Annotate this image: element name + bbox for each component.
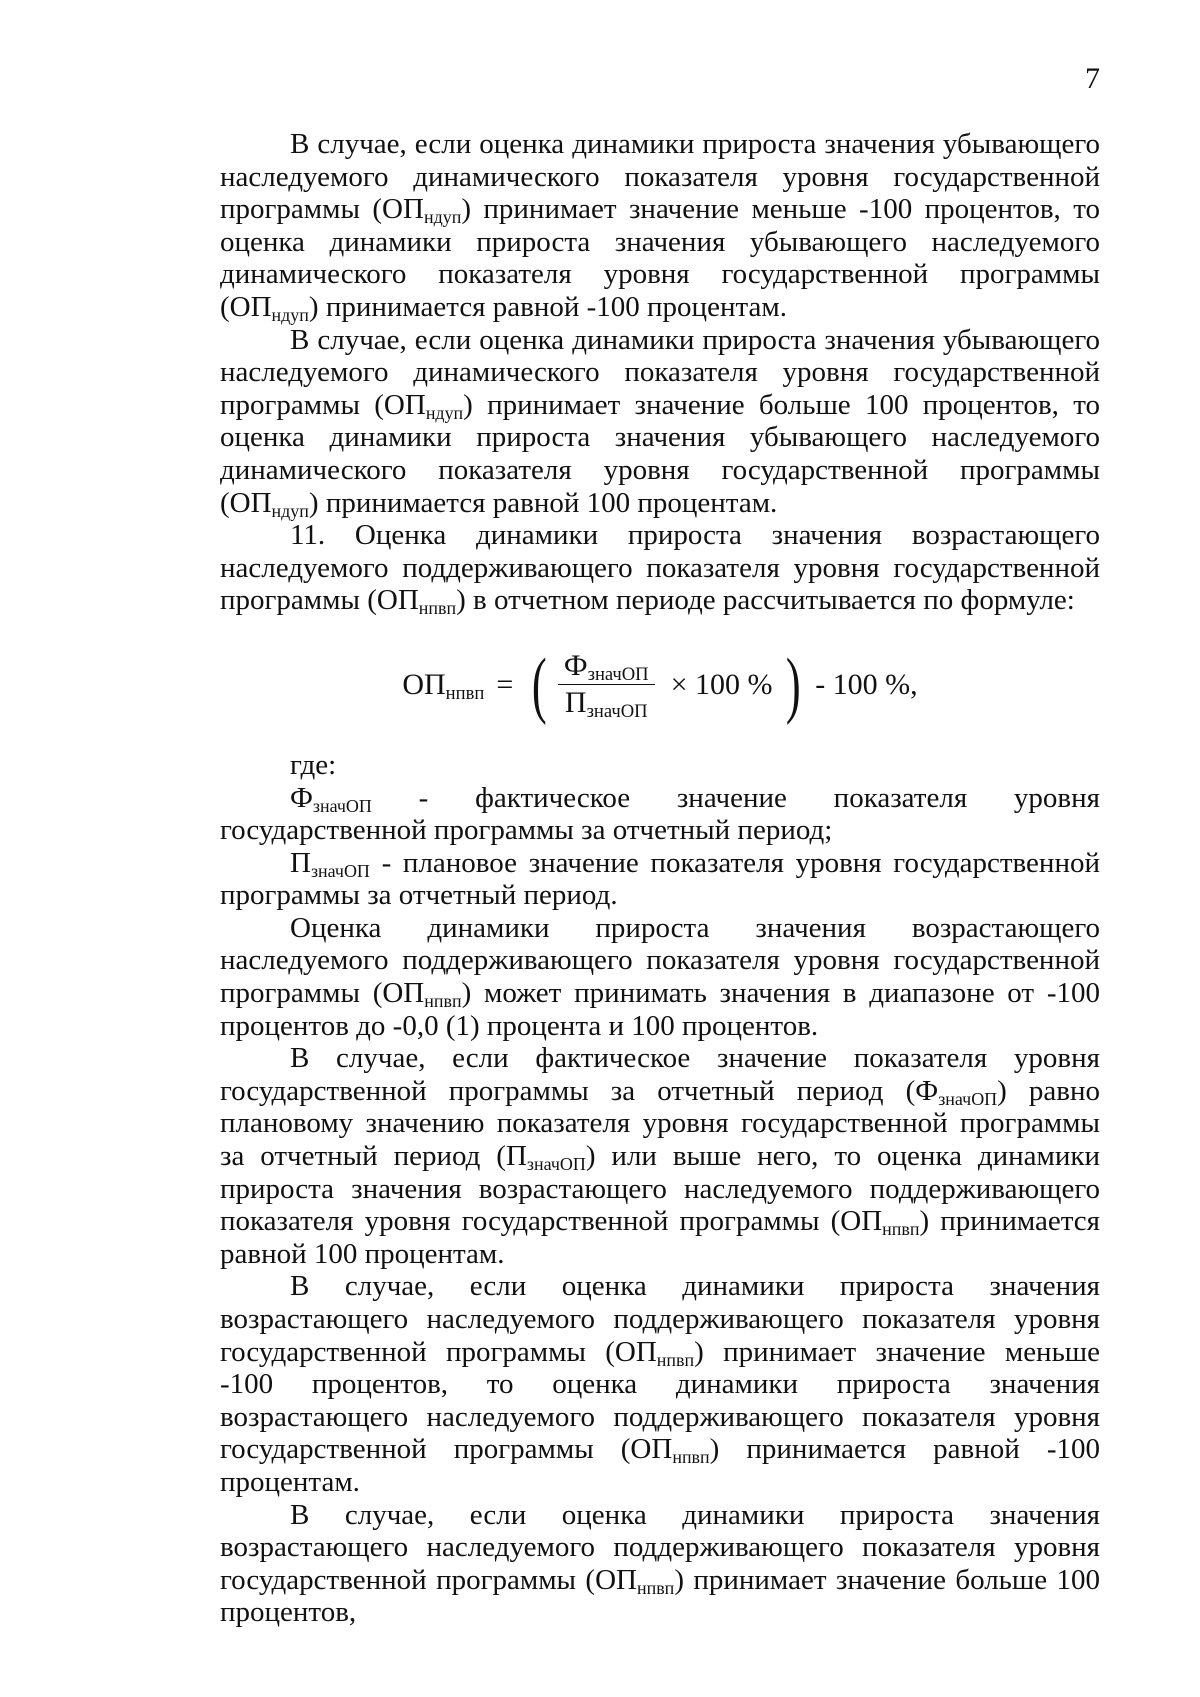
document-body xyxy=(220,128,1100,1629)
paragraph-11: 11. Оценка динамики прироста значения возрастающего наследуемого поддерживающего показателя уровня государственной программы $(ОП_{нпвп})$ в отчетном периоде рассчитывается по формуле: xyxy=(220,519,1100,619)
left-paren: ( xyxy=(532,643,547,726)
where-label: где: xyxy=(290,748,337,781)
formula-equals: = xyxy=(496,667,514,701)
definition-plan: $П_{значОП}$ - плановое значение показателя уровня государственной программы за отчетный период. xyxy=(220,846,1100,912)
paragraph-1: В случае, если оценка динамики прироста значения убывающего наследуемого динамического показателя уровня государственной программы $(ОП_{ндуп})$ принимает значение меньше -100 процентов, то оценка динамики прироста значения убывающего наследуемого динамического показателя уровня государственной программы $(ОП_{ндуп})$ принимается равной -100 процентам. xyxy=(220,128,1100,325)
page-number: 7 xyxy=(1085,62,1100,95)
paragraph-4: Оценка динамики прироста значения возрастающего наследуемого поддерживающего показателя уровня государственной программы $(ОП_{нпвп})$ может принимать значения в диапазоне от -100 процентов до -0,0 (1) процента и 100 процентов. xyxy=(220,911,1100,1042)
formula-tail: - 100 %, xyxy=(815,667,918,701)
paragraph-2: В случае, если оценка динамики прироста значения убывающего наследуемого динамического показателя уровня государственной программы $(ОП_{ндуп})$ принимает значение больше 100 процентов, то оценка динамики прироста значения убывающего наследуемого динамического показателя уровня государственной программы $(ОП_{ндуп})$ принимается равной 100 процентам. xyxy=(220,323,1100,521)
right-paren: ) xyxy=(785,643,801,726)
fraction-denominator: $П_{значОП}$ xyxy=(564,686,648,723)
formula-fraction xyxy=(558,648,655,723)
fraction-numerator: $Ф_{значОП}$ xyxy=(558,650,655,686)
formula xyxy=(220,629,1100,741)
formula-lhs: $ОП_{нпвп}$ xyxy=(402,667,485,704)
definition-fact: $Ф_{значОП}$ - фактическое значение показателя уровня государственной программы за отчетный период; xyxy=(220,781,1100,847)
paragraph-7: В случае, если оценка динамики прироста значения возрастающего наследуемого поддерживающего показателя уровня государственной программы $(ОП_{нпвп})$ принимает значение больше 100 процентов, xyxy=(220,1498,1100,1629)
paragraph-6: В случае, если оценка динамики прироста значения возрастающего наследуемого поддерживающего показателя уровня государственной программы $(ОП_{нпвп})$ принимает значение меньше -100 процентов, то оценка динамики прироста значения возрастающего наследуемого поддерживающего показателя уровня государственной программы $(ОП_{нпвп})$ принимается равной -100 процентам. xyxy=(220,1270,1101,1498)
paragraph-5: В случае, если фактическое значение показателя уровня государственной программы за отчетный период $(Ф_{значОП})$ равно плановому значению показателя уровня государственной программы за отчетный период $(П_{значОП})$ или выше него, то оценка динамики прироста значения возрастающего наследуемого поддерживающего показателя уровня государственной программы $(ОП_{нпвп})$ принимается равной 100 процентам. xyxy=(220,1042,1101,1270)
formula-multiplier: × 100 % xyxy=(670,667,773,701)
